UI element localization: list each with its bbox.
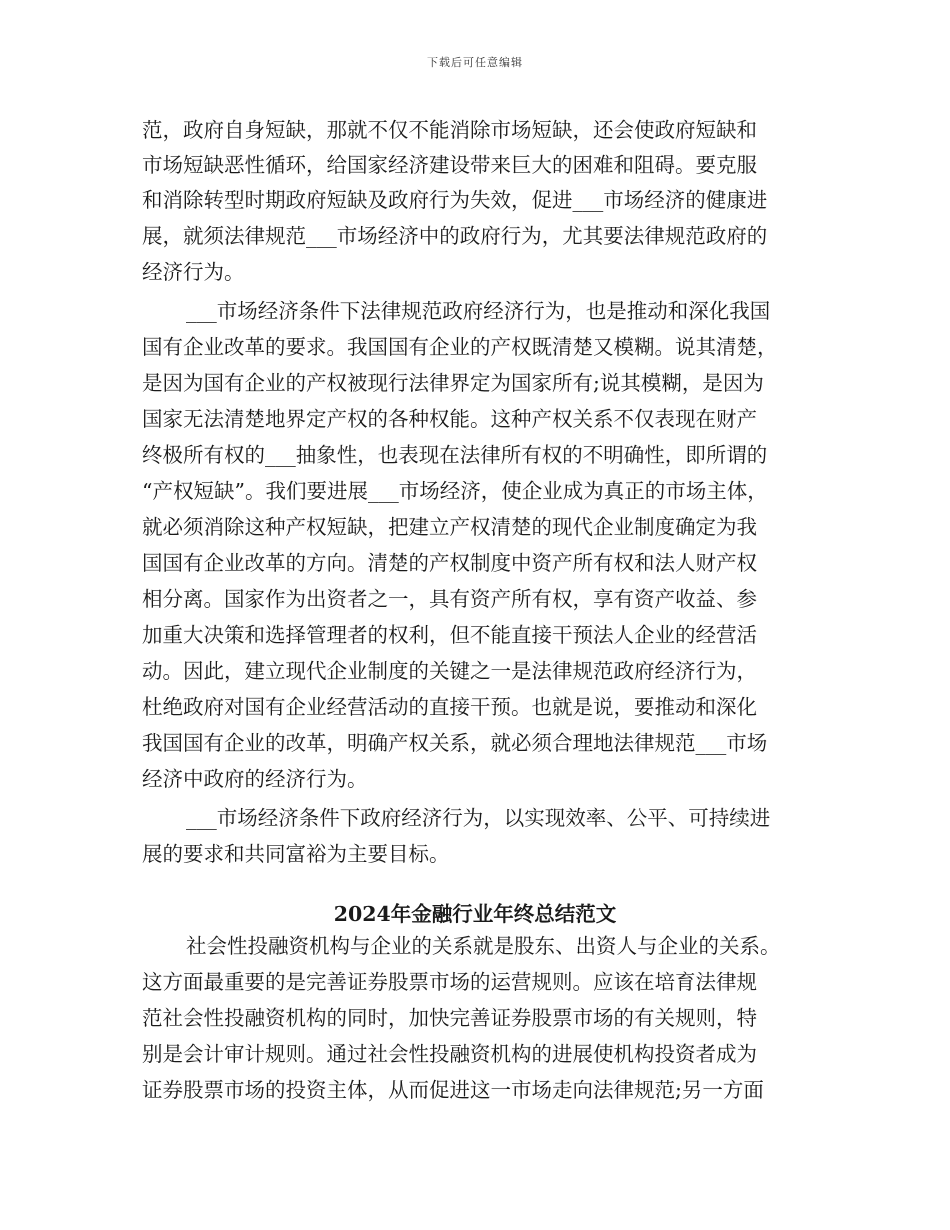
paragraph-line: 经济行为。 <box>142 260 245 284</box>
paragraph-line: 杜绝政府对国有企业经营活动的直接干预。也就是说，要推动和深化 <box>142 695 757 719</box>
paragraph-line: 别是会计审计规则。通过社会性投融资机构的进展使机构投资者成为 <box>142 1042 757 1066</box>
section-title: 2024年金融行业年终总结范文 <box>333 902 617 926</box>
paragraph-line: 终极所有权的___抽象性，也表现在法律所有权的不明确性，即所谓的 <box>142 443 768 467</box>
paragraph-line: 社会性投融资机构与企业的关系就是股东、出资人与企业的关系。 <box>186 934 781 958</box>
paragraph-line: 市场短缺恶性循环，给国家经济建设带来巨大的困难和阻碍。要克服 <box>142 153 757 177</box>
paragraph-line: 经济中政府的经济行为。 <box>142 767 368 791</box>
paragraph-line: ___市场经济条件下政府经济行为，以实现效率、公平、可持续进 <box>186 806 771 830</box>
paragraph-line: 这方面最重要的是完善证券股票市场的运营规则。应该在培育法律规 <box>142 970 757 994</box>
paragraph-line: 国家无法清楚地界定产权的各种权能。这种产权关系不仅表现在财产 <box>142 407 757 431</box>
page-header-note: 下载后可任意编辑 <box>427 56 523 69</box>
paragraph-line: 国国有企业改革的方向。清楚的产权制度中资产所有权和法人财产权 <box>142 551 757 575</box>
paragraph-line: 相分离。国家作为出资者之一，具有资产所有权，享有资产收益、参 <box>142 587 757 611</box>
paragraph-line: 证券股票市场的投资主体，从而促进这一市场走向法律规范;另一方面 <box>142 1078 764 1102</box>
paragraph-line: “产权短缺”。我们要进展___市场经济，使企业成为真正的市场主体， <box>142 479 768 503</box>
paragraph-line: 范，政府自身短缺，那就不仅不能消除市场短缺，还会使政府短缺和 <box>142 118 757 142</box>
paragraph-line: 范社会性投融资机构的同时，加快完善证券股票市场的有关规则，特 <box>142 1006 757 1030</box>
paragraph-line: 加重大决策和选择管理者的权利，但不能直接干预法人企业的经营活 <box>142 623 757 647</box>
paragraph-line: 展，就须法律规范___市场经济中的政府行为，尤其要法律规范政府的 <box>142 224 768 248</box>
paragraph-line: 我国国有企业的改革，明确产权关系，就必须合理地法律规范___市场 <box>142 731 768 755</box>
paragraph-line: ___市场经济条件下法律规范政府经济行为，也是推动和深化我国 <box>186 299 771 323</box>
paragraph-line: 展的要求和共同富裕为主要目标。 <box>142 842 450 866</box>
paragraph-line: 是因为国有企业的产权被现行法律界定为国家所有;说其模糊，是因为 <box>142 371 764 395</box>
paragraph-line: 和消除转型时期政府短缺及政府行为失效，促进___市场经济的健康进 <box>142 188 768 212</box>
paragraph-line: 国有企业改革的要求。我国国有企业的产权既清楚又模糊。说其清楚， <box>142 335 778 359</box>
paragraph-line: 就必须消除这种产权短缺，把建立产权清楚的现代企业制度确定为我 <box>142 515 757 539</box>
paragraph-line: 动。因此，建立现代企业制度的关键之一是法律规范政府经济行为， <box>142 659 757 683</box>
